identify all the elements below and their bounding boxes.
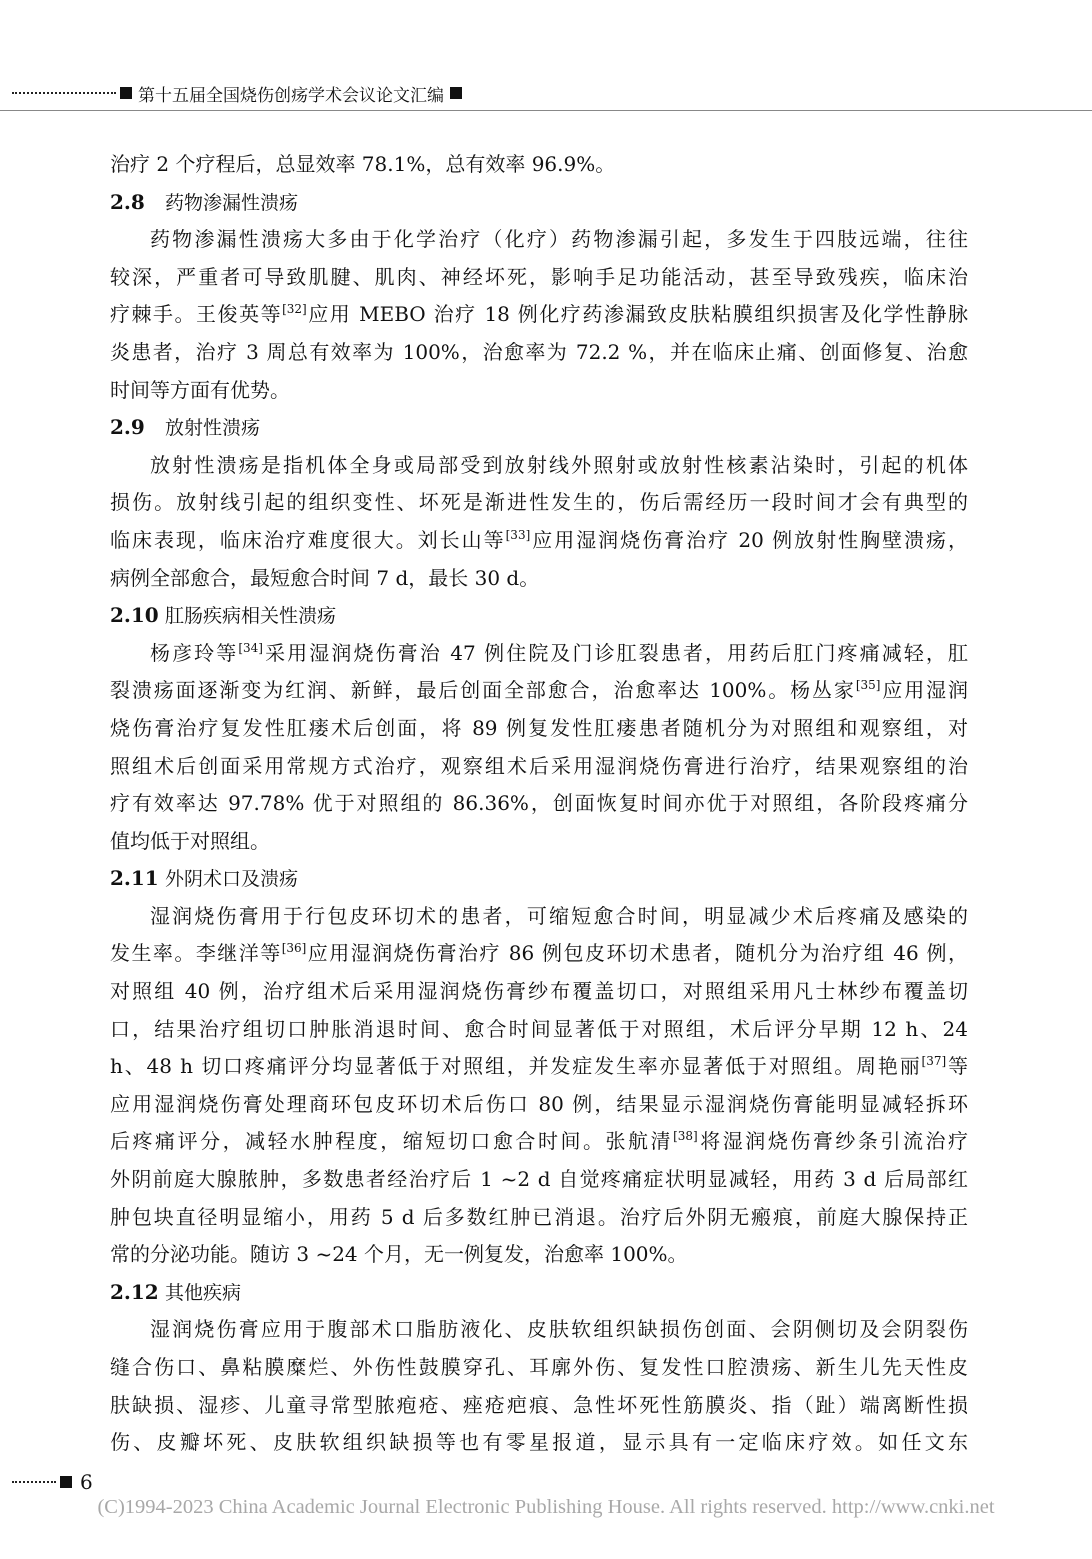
text-run: 疗棘手。王俊英等 (110, 302, 283, 327)
text-run: 采用湿润烧伤膏治 47 例住院及门诊肛裂患者，用药后肛门疼痛减轻，肛 (263, 640, 968, 665)
text-run: 将湿润烧伤膏纱条引流治疗 (697, 1129, 968, 1154)
footer-square (60, 1476, 72, 1488)
citation-ref: [33] (505, 527, 531, 542)
text-line (110, 372, 968, 410)
header-square-right (450, 87, 462, 99)
header-dotted-leader (12, 92, 116, 94)
text-line (110, 522, 968, 560)
text-line (110, 1161, 968, 1199)
header-rule (0, 110, 1092, 111)
text-run: 时间等方面有优势。 (110, 377, 290, 402)
text-line (110, 296, 968, 334)
text-line (110, 334, 968, 372)
text-line (110, 635, 968, 673)
text-line (110, 748, 968, 786)
text-line (110, 1086, 968, 1124)
text-line (110, 1123, 968, 1161)
text-line (110, 785, 968, 823)
text-run: 值均低于对照组。 (110, 828, 270, 853)
text-run: 杨彦玲等 (150, 640, 239, 665)
section-heading (110, 1274, 968, 1312)
citation-ref: [34] (238, 640, 263, 655)
section-number: 2.9 (110, 415, 145, 440)
text-run: 后疼痛评分，减轻水肿程度，缩短切口愈合时间。张航清 (110, 1129, 674, 1154)
text-line (110, 935, 968, 973)
text-line (110, 1349, 968, 1387)
text-run: 口，结果治疗组切口肿胀消退时间、愈合时间显著低于对照组，术后评分早期 12 h、24 (110, 1016, 968, 1041)
text-run: 应用湿润烧伤膏治疗 86 例包皮环切术患者，随机分为治疗组 46 例， (306, 941, 968, 966)
text-line (110, 1387, 968, 1425)
text-run: 湿润烧伤膏用于行包皮环切术的患者，可缩短愈合时间，明显减少术后疼痛及感染的 (150, 903, 968, 928)
text-line (110, 672, 968, 710)
text-run: 湿润烧伤膏应用于腹部术口脂肪液化、皮肤软组织缺损伤创面、会阴侧切及会阴裂伤 (150, 1317, 968, 1342)
citation-ref: [36] (281, 941, 307, 956)
text-run: 药物渗漏性溃疡大多由于化学治疗（化疗）药物渗漏引起，多发生于四肢远端，往往 (150, 227, 968, 252)
text-line (110, 484, 968, 522)
citation-ref: [37] (921, 1054, 947, 1069)
text-line (110, 1424, 968, 1462)
footer-dotted-leader (12, 1481, 56, 1483)
text-line (110, 560, 968, 598)
text-line (110, 1311, 968, 1349)
text-run: 外阴前庭大腺脓肿，多数患者经治疗后 1 ~2 d 自觉疼痛症状明显减轻，用药 3 d 后局部红 (110, 1167, 968, 1192)
section-heading (110, 184, 968, 222)
text-line (110, 447, 968, 485)
section-heading (110, 860, 968, 898)
text-line (110, 1048, 968, 1086)
text-run: 疗有效率达 97.78% 优于对照组的 86.36%，创面恢复时间亦优于对照组，各阶段疼痛分 (110, 791, 968, 816)
text-line (110, 259, 968, 297)
text-line (110, 1199, 968, 1237)
body-text (110, 146, 968, 1462)
text-line (110, 710, 968, 748)
section-number: 2.12 (110, 1279, 159, 1304)
text-run: 应用湿润烧伤膏治疗 20 例放射性胸壁溃疡， (530, 527, 968, 552)
page-number: 6 (80, 1470, 93, 1494)
text-line (110, 221, 968, 259)
text-run: 应用湿润烧伤膏处理商环包皮环切术后伤口 80 例，结果显示湿润烧伤膏能明显减轻拆环 (110, 1091, 968, 1116)
text-run: 照组术后创面采用常规方式治疗，观察组术后采用湿润烧伤膏进行治疗，结果观察组的治 (110, 753, 968, 778)
section-number: 2.11 (110, 866, 159, 891)
text-run: 较深，严重者可导致肌腱、肌肉、神经坏死，影响手足功能活动，甚至导致残疾，临床治 (110, 264, 968, 289)
citation-ref: [38] (673, 1129, 698, 1144)
citation-ref: [32] (282, 302, 307, 317)
text-run: 等 (946, 1054, 968, 1079)
text-run: 对照组 40 例，治疗组术后采用湿润烧伤膏纱布覆盖切口，对照组采用凡士林纱布覆盖切 (110, 979, 968, 1004)
text-line (110, 898, 968, 936)
text-run: h、48 h 切口疼痛评分均显著低于对照组，并发症发生率亦显著低于对照组。周艳丽 (110, 1054, 922, 1079)
header-square-left (120, 87, 132, 99)
page-footer (12, 1470, 93, 1494)
text-run: 伤、皮瓣坏死、皮肤软组织缺损等也有零星报道，显示具有一定临床疗效。如任文东 (110, 1430, 968, 1455)
text-run: 应用湿润 (880, 678, 968, 703)
text-run: 常的分泌功能。随访 3 ~24 个月，无一例复发，治愈率 100%。 (110, 1242, 688, 1267)
section-title: 放射性溃疡 (165, 417, 261, 440)
text-run: 应用 MEBO 治疗 18 例化疗药渗漏致皮肤粘膜组织损害及化学性静脉 (306, 302, 968, 327)
section-title: 肛肠疾病相关性溃疡 (165, 605, 337, 628)
header-title: 第十五届全国烧伤创疡学术会议论文汇编 (138, 85, 444, 106)
copyright-watermark: (C)1994-2023 China Academic Journal Electronic Publishing House. All rights reserved. http://www.cnki.net (97, 1496, 995, 1518)
citation-ref: [35] (855, 678, 881, 693)
text-run: 发生率。李继洋等 (110, 941, 282, 966)
section-title: 其他疾病 (165, 1281, 242, 1304)
text-line (110, 823, 968, 861)
section-title: 药物渗漏性溃疡 (165, 191, 299, 214)
text-line (110, 973, 968, 1011)
text-run: 缝合伤口、鼻粘膜糜烂、外伤性鼓膜穿孔、耳廓外伤、复发性口腔溃疡、新生儿先天性皮 (110, 1355, 968, 1379)
section-heading (110, 597, 968, 635)
text-run: 放射性溃疡是指机体全身或局部受到放射线外照射或放射性核素沾染时，引起的机体 (150, 452, 968, 477)
section-heading (110, 409, 968, 447)
text-run: 肿包块直径明显缩小，用药 5 d 后多数红肿已消退。治疗后外阴无瘢痕，前庭大腺保持正 (110, 1204, 968, 1229)
text-run: 临床表现，临床治疗难度很大。刘长山等 (110, 527, 506, 552)
text-run: 治疗 2 个疗程后，总显效率 78.1%，总有效率 96.9%。 (110, 152, 616, 176)
text-run: 裂溃疡面逐渐变为红润、新鲜，最后创面全部愈合，治愈率达 100%。杨丛家 (110, 678, 856, 703)
running-header (12, 81, 462, 105)
text-run: 病例全部愈合，最短愈合时间 7 d，最长 30 d。 (110, 565, 540, 590)
text-line (110, 1236, 968, 1274)
text-run: 损伤。放射线引起的组织变性、坏死是渐进性发生的，伤后需经历一段时间才会有典型的 (110, 490, 968, 515)
section-number: 2.8 (110, 189, 145, 214)
text-line (110, 1011, 968, 1049)
section-title: 外阴术口及溃疡 (165, 868, 299, 891)
section-number: 2.10 (110, 603, 159, 628)
text-line (110, 146, 968, 184)
text-run: 炎患者，治疗 3 周总有效率为 100%，治愈率为 72.2 %，并在临床止痛、创面修复、治愈 (110, 339, 968, 364)
text-run: 烧伤膏治疗复发性肛瘘术后创面，将 89 例复发性肛瘘患者随机分为对照组和观察组，对 (110, 715, 968, 740)
text-run: 肤缺损、湿疹、儿童寻常型脓疱疮、痤疮疤痕、急性坏死性筋膜炎、指（趾）端离断性损 (110, 1392, 968, 1417)
